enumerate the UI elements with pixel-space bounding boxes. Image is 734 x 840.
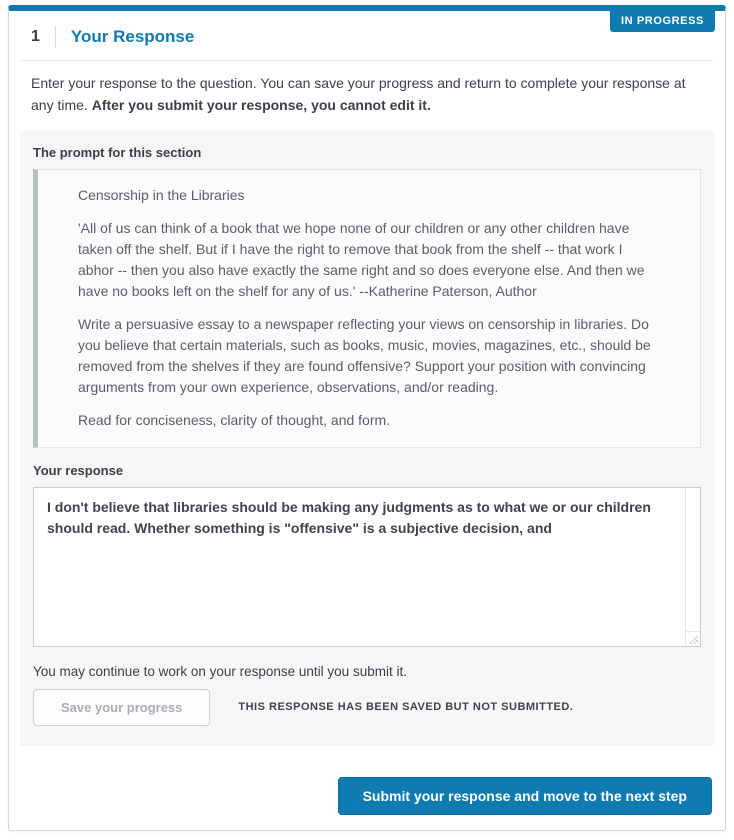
- instructions-text: [20, 61, 714, 131]
- prompt-paragraph: 'All of us can think of a book that we hope none of our children or any other children have taken off the shelf. But if I have the right to remove that book from the shelf -- that work I abhor -- then you also have exactly the same right and so does everyone else. And then we have no books left on the shelf for any of us.' --Katherine Paterson, Author: [78, 219, 645, 299]
- response-label: Your response: [33, 462, 124, 478]
- page-title: Your Response: [70, 27, 195, 46]
- textarea-grip-cell: [685, 631, 700, 646]
- response-section: [20, 131, 714, 746]
- save-progress-button[interactable]: Save your progress: [33, 689, 210, 726]
- continue-note: You may continue to work on your response until you submit it.: [33, 663, 407, 679]
- prompt-paragraph: Write a persuasive essay to a newspaper reflecting your views on censorship in libraries. Do you believe that certain materials, such as books, music, movies, magazines, etc., should be removed from the shelves if they are found offensive? Support your position with convincing arguments from your own experience, observations, and/or reading.: [78, 315, 651, 395]
- response-textarea[interactable]: [34, 488, 700, 646]
- prompt-quote: [33, 169, 701, 448]
- submit-response-button[interactable]: Submit your response and move to the next step: [338, 777, 712, 815]
- save-status-text: THIS RESPONSE HAS BEEN SAVED BUT NOT SUBMITTED.: [238, 701, 574, 714]
- response-textarea-container: [33, 487, 701, 647]
- prompt-label: The prompt for this section: [33, 144, 202, 160]
- prompt-paragraph: Read for conciseness, clarity of thought, and form.: [78, 411, 391, 428]
- response-step-panel: [8, 5, 726, 831]
- status-badge: IN PROGRESS: [610, 11, 715, 32]
- header-divider: [55, 26, 56, 48]
- resize-handle-icon[interactable]: [688, 634, 698, 644]
- save-row: [33, 689, 701, 726]
- instructions-bold: After you submit your response, you cannot edit it.: [91, 97, 431, 114]
- step-number: 1: [31, 28, 40, 45]
- prompt-paragraph: Censorship in the Libraries: [78, 186, 245, 203]
- instructions-normal: Enter your response to the question. You can save your progress and return to complete your response at any time.: [31, 75, 686, 114]
- panel-footer: [20, 746, 714, 830]
